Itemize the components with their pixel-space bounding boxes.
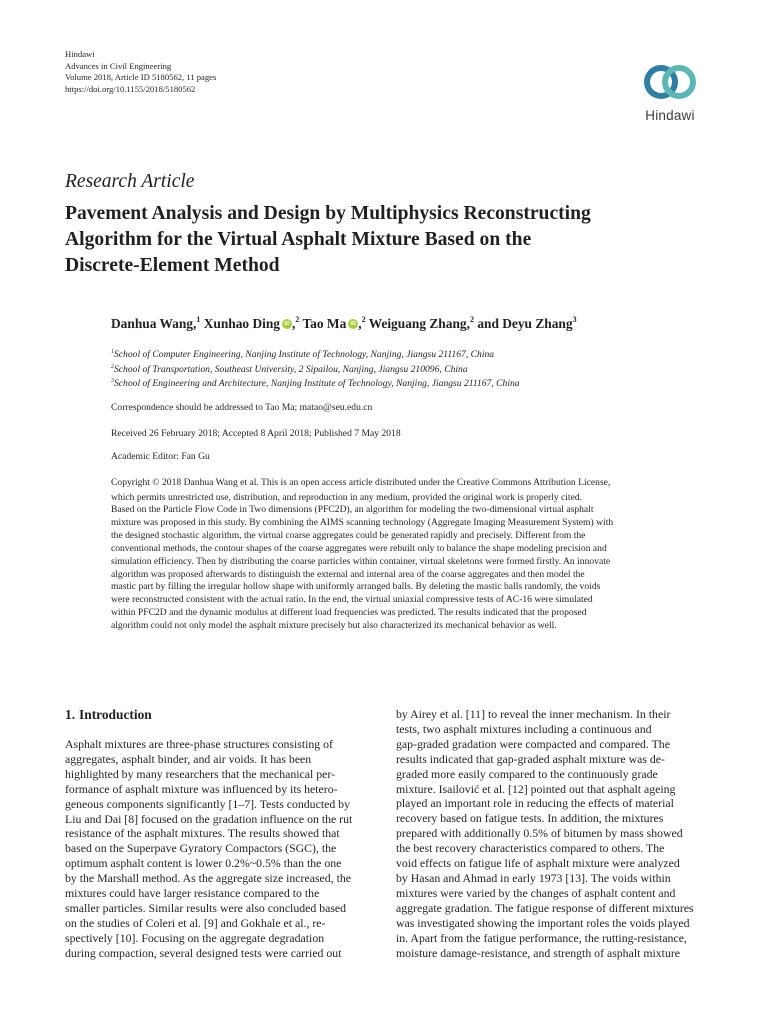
- abstract-line: algorithm could not only model the asphalt mixture precisely but also characterized its mechanical behavior as well.: [111, 620, 557, 632]
- affiliation-text: School of Computer Engineering, Nanjing Institute of Technology, Nanjing, Jiangsu 211167, China: [114, 349, 495, 360]
- author-affiliation-number: 2: [469, 315, 474, 324]
- body-line: graded more easily compared to the continuously grade: [396, 766, 658, 781]
- author-name: and Deyu Zhang: [477, 316, 573, 331]
- body-line: played an important role in reducing the effects of material: [396, 796, 674, 811]
- body-line: based on the Superpave Gyratory Compactors (SGC), the: [65, 841, 337, 856]
- body-line: spectively [10]. Focusing on the aggregate degradation: [65, 930, 325, 945]
- body-line: aggregates, asphalt binder, and air voids. It has been: [65, 751, 312, 766]
- body-line: Liu and Dai [8] focused on the gradation influence on the rut: [65, 811, 353, 826]
- affiliation-text: School of Transportation, Southeast University, 2 Sipailou, Nanjing, Jiangsu 210096, China: [114, 363, 468, 375]
- body-line: moisture damage-resistance, and strength of asphalt mixture: [396, 945, 681, 960]
- body-line: was investigated showing the important roles the voids played: [396, 915, 690, 930]
- affiliation: [111, 377, 520, 392]
- abstract-line: conventional methods, the contour shapes of the coarse aggregates were rebuilt only to balance the shape modeling precision and: [111, 542, 607, 554]
- correspondence: Correspondence should be addressed to Tao Ma; matao@seu.edu.cn: [111, 402, 373, 413]
- abstract-line: Based on the Particle Flow Code in Two dimensions (PFC2D), an algorithm for modeling the two-dimensional virtual asphalt: [111, 504, 594, 515]
- section-number: 1.: [65, 707, 76, 722]
- author-affiliation-number: 2: [361, 315, 366, 324]
- abstract-line: simulation efficiency. Then by distributing the coarse particles within container, virtual skeletons were formed firstly. An innovate: [111, 555, 611, 567]
- body-line: by the Marshall method. As the aggregate size increased, the: [65, 871, 351, 886]
- body-line: geneous components significantly [1–7]. Tests conducted by: [65, 796, 350, 811]
- body-line: aggregate gradation. The fatigue response of different mixtures: [396, 900, 694, 915]
- author-affiliation-number: 2: [295, 315, 300, 324]
- doi-link[interactable]: https://doi.org/10.1155/2018/5180562: [65, 83, 196, 94]
- body-line: void effects on fatigue life of asphalt mixture were analyzed: [396, 856, 680, 871]
- abstract-line: algorithm was proposed afterwards to distinguish the external and internal area of the coarse aggregates and then model the: [111, 568, 585, 580]
- copyright-line: which permits unrestricted use, distribution, and reproduction in any medium, provided the original work is properly cited.: [111, 492, 583, 503]
- body-column-right: [396, 707, 711, 960]
- section-title: Introduction: [79, 707, 152, 722]
- author-affiliation-number: 1: [196, 315, 201, 324]
- body-line: by Hasan and Ahmad in early 1973 [13]. The voids within: [396, 870, 671, 885]
- body-line: results indicated that gap-graded asphalt mixture was de-: [396, 751, 665, 766]
- affiliation-number: 2: [111, 363, 114, 370]
- body-line: optimum asphalt content is lower 0.2%~0.5% than the one: [65, 856, 342, 871]
- hindawi-logo-icon: [641, 60, 699, 104]
- orcid-icon[interactable]: [282, 319, 292, 329]
- abstract-line: within PFC2D and the dynamic modulus at different load frequencies was predicted. The results indicated that the proposed: [111, 607, 587, 619]
- body-line: prepared with additionally 0.5% of bitumen by mass showed: [396, 826, 683, 841]
- journal-header: [65, 49, 216, 95]
- affiliation-number: 3: [111, 378, 114, 384]
- title-line: Pavement Analysis and Design by Multiphysics Reconstructing: [65, 203, 591, 224]
- author-name: Danhua Wang,: [111, 316, 197, 331]
- author-list: Danhua Wang,$^1$ Xunhao DingiD ,$^2$ Tao MaiD ,$^2$ Weiguang Zhang,$^2$ and Deyu Zhang$^3$: [111, 316, 577, 332]
- body-line: mixtures could have larger resistance compared to the: [65, 886, 320, 901]
- author-affiliation-number: 3: [572, 315, 577, 324]
- body-line: in. Apart from the fatigue performance, the rutting-resistance,: [396, 930, 687, 945]
- body-line: Asphalt mixtures are three-phase structures consisting of: [65, 737, 333, 751]
- academic-editor: Academic Editor: Fan Gu: [111, 451, 210, 462]
- volume-info: Volume 2018, Article ID 5180562, 11 pages: [65, 72, 217, 83]
- title-line: Algorithm for the Virtual Asphalt Mixture Based on the: [65, 229, 532, 250]
- section-heading: [65, 707, 152, 723]
- author-name: Xunhao Ding: [203, 316, 281, 331]
- body-line: formance of asphalt mixture was influenced by its hetero-: [65, 781, 338, 796]
- affiliation: [111, 348, 520, 363]
- body-line: mixture. Isailović et al. [12] pointed out that asphalt ageing: [396, 781, 676, 796]
- orcid-icon[interactable]: [348, 319, 358, 329]
- body-column-left: [65, 737, 380, 961]
- body-line: tests, two asphalt mixtures including a continuous and: [396, 721, 652, 736]
- logo-wordmark: Hindawi: [645, 108, 695, 123]
- body-line: highlighted by many researchers that the mechanical per-: [65, 766, 335, 781]
- hindawi-logo: [630, 60, 710, 134]
- affiliation-list: [111, 348, 520, 392]
- body-line: gap-graded gradation were compacted and compared. The: [396, 736, 670, 751]
- author-name: Tao Ma: [302, 316, 347, 331]
- body-line: recovery based on fatigue tests. In addition, the mixtures: [396, 811, 664, 826]
- abstract-line: the designed stochastic algorithm, the virtual coarse aggregates could be generated rapidly and precisely. Different from the: [111, 529, 586, 541]
- publication-dates: Received 26 February 2018; Accepted 8 April 2018; Published 7 May 2018: [111, 428, 401, 439]
- copyright-line: Copyright © 2018 Danhua Wang et al. This is an open access article distributed under the Creative Commons Attribution License,: [111, 477, 611, 488]
- publisher-name: Hindawi: [65, 49, 95, 59]
- body-line: resistance of the asphalt mixtures. The results showed that: [65, 826, 340, 841]
- affiliation-number: 1: [111, 349, 114, 355]
- abstract: [111, 504, 711, 633]
- body-line: the best recovery characteristics compared to others. The: [396, 841, 665, 856]
- body-line: mixtures were varied by the changes of asphalt content and: [396, 885, 676, 900]
- abstract-line: mixture was proposed in this study. By combining the AIMS scanning technology (Aggregate Imaging Measurement System) with: [111, 516, 614, 528]
- copyright-notice: [111, 475, 711, 505]
- affiliation-text: School of Engineering and Architecture, Nanjing Institute of Technology, Nanjing, Jiangsu 211167, China: [114, 378, 520, 389]
- body-line: smaller particles. Similar results were also concluded based: [65, 900, 347, 915]
- article-type: Research Article: [65, 171, 195, 192]
- paper-title: [65, 201, 715, 279]
- body-line: by Airey et al. [11] to reveal the inner mechanism. In their: [396, 707, 671, 721]
- body-line: during compaction, several designed tests were carried out: [65, 945, 342, 960]
- body-line: on the studies of Coleri et al. [9] and Gokhale et al., re-: [65, 915, 326, 930]
- journal-name: Advances in Civil Engineering: [65, 60, 172, 71]
- abstract-line: were reconstructed consistent with the actual ratio. In the end, the virtual uniaxial compressive tests of AC-16 were simulated: [111, 594, 593, 606]
- title-line: Discrete-Element Method: [65, 255, 280, 276]
- affiliation: [111, 363, 520, 378]
- abstract-line: mastic part by filling the irregular hollow shape with uniformly arranged balls. By deleting the mastic balls randomly, the voids: [111, 581, 601, 593]
- author-name: Weiguang Zhang,: [368, 316, 470, 331]
